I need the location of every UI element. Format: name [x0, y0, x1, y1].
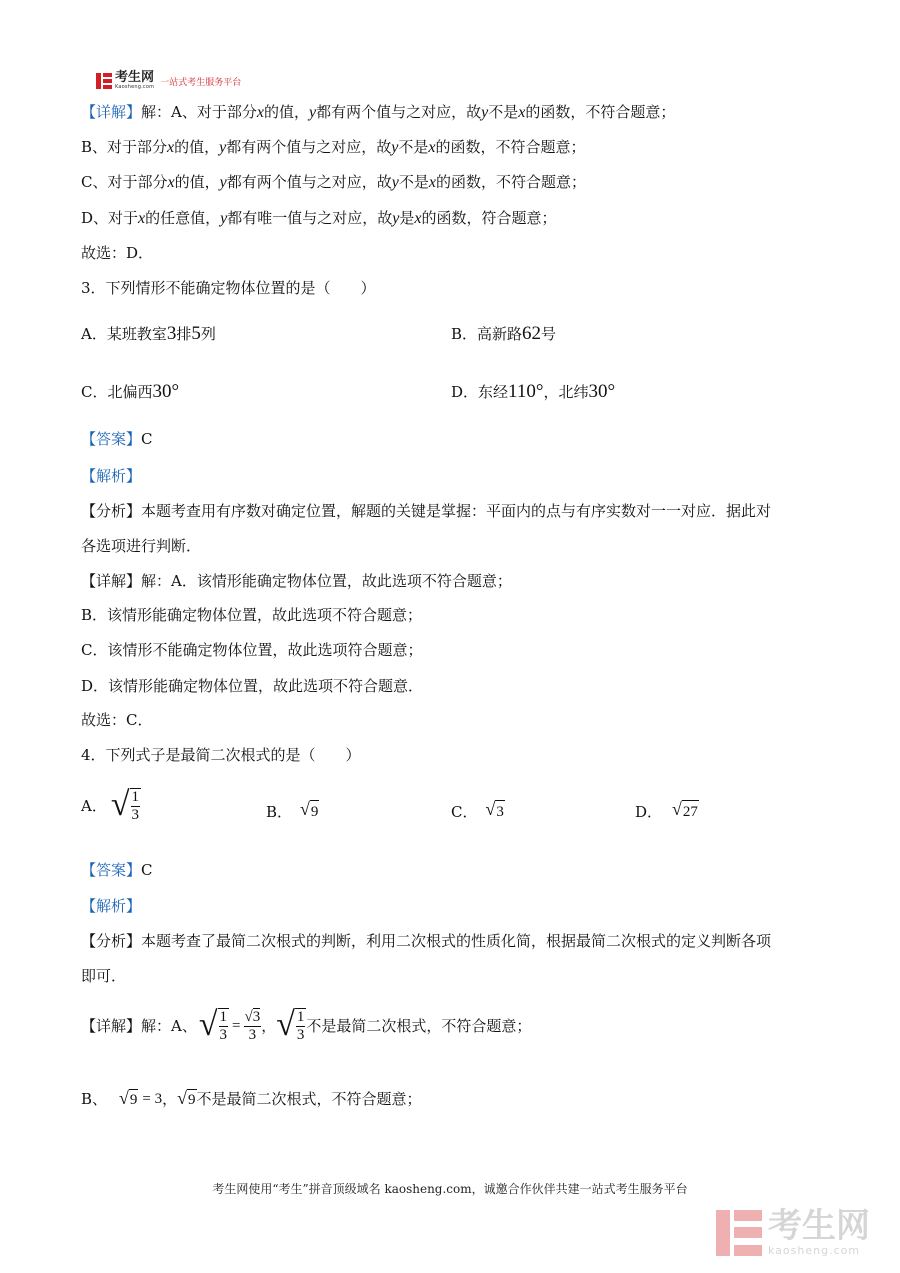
text: 的任意值，	[145, 209, 221, 227]
detail-tag: 【详解】	[81, 572, 142, 590]
text: 不是最简二次根式，不符合题意；	[306, 1017, 532, 1035]
var-x: x	[428, 139, 436, 156]
sqrt	[300, 800, 319, 823]
detail-tag: 【详解】	[81, 1017, 142, 1035]
numerator: 1	[131, 789, 140, 805]
text: ，北纬	[543, 383, 589, 401]
answer-tag: 【答案】	[81, 430, 142, 448]
logo-sub: Kaosheng.com	[115, 84, 155, 90]
q4-option-b	[266, 800, 319, 823]
text: 解：A、	[141, 1017, 197, 1035]
q3-choice: 故选：C．	[81, 711, 153, 729]
var-x: x	[428, 174, 436, 191]
q4-detail-b	[81, 1086, 422, 1112]
logo-slogan: 一站式考生服务平台	[160, 77, 242, 88]
radicand	[218, 1008, 230, 1044]
q3-option-b	[451, 323, 556, 345]
page-footer: 考生网使用“考生”拼音顶级域名 kaosheng.com，诚邀合作伙伴共建一站式考生服务平台	[212, 1182, 688, 1196]
fraction	[131, 789, 141, 824]
watermark-logo-icon	[716, 1210, 762, 1256]
text: 都有唯一值与之对应，故	[227, 209, 393, 227]
number: 30°	[152, 381, 180, 402]
radicand	[295, 1008, 307, 1044]
text: C、对于部分	[81, 173, 168, 191]
text: 解：A．该情形能确定物体位置，故此选项不符合题意；	[141, 572, 512, 590]
text: 号	[541, 325, 557, 343]
sqrt	[119, 1089, 138, 1110]
var-y: y	[308, 104, 317, 121]
watermark-brand: 考生网	[768, 1206, 870, 1246]
q4-stem: 4．下列式子是最简二次根式的是（ ）	[81, 746, 361, 764]
radical-icon: √	[119, 1087, 129, 1108]
q4-analysis-tag	[81, 896, 141, 916]
text: 是	[399, 209, 415, 227]
text: ，	[261, 1017, 277, 1035]
q4-answer	[81, 860, 153, 880]
text: 的函数，符合题意；	[421, 209, 557, 227]
q3-option-a	[81, 323, 216, 345]
option-label: C．	[451, 802, 478, 821]
logo-brand: 考生网	[115, 70, 155, 85]
text: 北偏西	[107, 383, 153, 401]
fraction	[219, 1009, 229, 1044]
radicand: 3	[495, 800, 505, 823]
radicand	[130, 788, 142, 824]
text: B、对于部分	[81, 138, 168, 156]
sqrt	[177, 1089, 196, 1110]
text: 的值，	[174, 173, 220, 191]
text: 某班教室	[106, 325, 167, 343]
text: D、对于	[81, 209, 139, 227]
q2-detail-line-c	[81, 172, 586, 193]
option-label: D．	[635, 802, 663, 821]
analysis-tag: 【解析】	[81, 897, 142, 915]
var-y: y	[392, 210, 400, 227]
number: 62	[522, 323, 542, 344]
sqrt	[485, 800, 504, 823]
text: 本题考查用有序数对确定位置，解题的关键是掌握：平面内的点与有序实数对一一对应．据此对	[141, 502, 772, 520]
text: 不是	[488, 103, 519, 121]
watermark-sub: kaosheng.com	[768, 1244, 861, 1257]
text: 排	[176, 325, 192, 343]
q3-stem: 3．下列情形不能确定物体位置的是（ ）	[81, 279, 376, 297]
radical-icon: √	[276, 1006, 295, 1043]
header-logo	[96, 72, 241, 90]
q4-fenxi-line-1	[81, 931, 771, 951]
option-label: B．	[451, 325, 478, 343]
text: 解：A、对于部分	[141, 103, 257, 121]
text: 不是	[398, 173, 429, 191]
q3-detail-line-4: D．该情形能确定物体位置，故此选项不符合题意．	[81, 677, 424, 695]
q4-option-a	[81, 788, 141, 824]
var-x: x	[138, 210, 146, 227]
q3-detail-line-1	[81, 571, 512, 591]
var-y: y	[219, 139, 227, 156]
var-x: x	[256, 104, 264, 121]
denominator: 3	[296, 1027, 305, 1043]
radical-icon: √	[198, 1006, 218, 1043]
var-x: x	[167, 174, 175, 191]
var-y: y	[391, 174, 399, 191]
text: 都有两个值与之对应，故	[226, 173, 392, 191]
option-label: B．	[266, 802, 293, 821]
equals: = 3	[142, 1091, 163, 1107]
var-y: y	[481, 104, 489, 121]
var-x: x	[167, 139, 175, 156]
text: 的函数，不符合题意；	[525, 103, 676, 121]
q4-detail-a	[81, 1004, 531, 1048]
watermark	[716, 1208, 870, 1257]
sqrt-fraction	[199, 1008, 229, 1044]
radical-icon: √	[485, 799, 496, 819]
q3-answer	[81, 429, 153, 449]
radical-icon: √	[672, 799, 682, 819]
var-y: y	[220, 210, 228, 227]
option-label: A．	[81, 325, 107, 343]
text: 本题考查了最简二次根式的判断，利用二次根式的性质化简，根据最简二次根式的定义判断各项	[141, 932, 772, 950]
equals: =	[232, 1018, 241, 1034]
radicand: 27	[682, 800, 699, 823]
denominator: 3	[219, 1027, 228, 1043]
answer-value: C	[141, 430, 153, 448]
text: 东经	[478, 383, 509, 401]
logo-text	[115, 72, 154, 90]
var-x: x	[518, 104, 526, 121]
text: 不是最简二次根式，不符合题意；	[196, 1090, 422, 1108]
sqrt-fraction	[111, 788, 141, 824]
number: 30°	[588, 381, 616, 402]
radicand: 9	[129, 1089, 139, 1110]
radical-icon: √	[177, 1087, 188, 1108]
q3-fenxi-line-2: 各选项进行判断．	[81, 537, 202, 555]
radicand: 3	[252, 1008, 261, 1025]
q3-fenxi-line-1	[81, 501, 771, 521]
option-label: A．	[81, 797, 107, 815]
text: 列	[200, 325, 216, 343]
fraction	[244, 1009, 262, 1044]
number: 3	[166, 323, 177, 344]
q3-option-d	[451, 381, 615, 403]
text: 都有两个值与之对应，故	[226, 138, 392, 156]
numerator	[244, 1009, 262, 1027]
text: 的函数，不符合题意；	[435, 138, 586, 156]
text: 高新路	[477, 325, 523, 343]
radical-icon: √	[300, 799, 310, 819]
text: 都有两个值与之对应，故	[316, 103, 482, 121]
text: 不是	[398, 138, 429, 156]
q2-detail-line-b	[81, 137, 586, 158]
option-label: C．	[81, 383, 108, 401]
q3-detail-line-3: C．该情形不能确定物体位置，故此选项符合题意；	[81, 641, 423, 659]
option-label: D．	[451, 383, 479, 401]
number: 5	[191, 323, 201, 344]
q4-option-c	[451, 800, 505, 823]
q2-detail-line-a	[81, 102, 675, 123]
fenxi-tag: 【分析】	[81, 932, 142, 950]
answer-value: C	[141, 861, 153, 879]
radicand: 9	[310, 800, 320, 823]
q3-option-c	[81, 381, 179, 403]
analysis-tag: 【解析】	[81, 467, 142, 485]
numerator: 1	[219, 1009, 228, 1025]
radical-icon: √	[110, 786, 130, 823]
watermark-text	[768, 1208, 870, 1257]
q4-option-d	[635, 800, 699, 823]
var-y: y	[391, 139, 399, 156]
sqrt	[672, 800, 699, 823]
text: B、	[81, 1090, 108, 1108]
q3-detail-line-2: B．该情形能确定物体位置，故此选项不符合题意；	[81, 606, 423, 624]
text: 的值，	[174, 138, 220, 156]
var-y: y	[219, 174, 227, 191]
fraction	[296, 1009, 306, 1044]
q2-choice: 故选：D．	[81, 244, 154, 262]
q4-fenxi-line-2: 即可．	[81, 967, 127, 985]
text: 的函数，不符合题意；	[435, 173, 586, 191]
q3-analysis-tag	[81, 466, 141, 486]
var-x: x	[414, 210, 422, 227]
text: 的值，	[263, 103, 309, 121]
fenxi-tag: 【分析】	[81, 502, 142, 520]
denominator: 3	[248, 1026, 257, 1043]
detail-tag: 【详解】	[81, 103, 142, 121]
logo-icon	[96, 73, 112, 89]
numerator: 1	[296, 1009, 305, 1025]
answer-tag: 【答案】	[81, 861, 142, 879]
radical-icon: √	[244, 1008, 253, 1025]
radicand: 9	[187, 1089, 197, 1110]
q2-detail-line-d	[81, 208, 557, 229]
number: 110°	[508, 381, 544, 402]
text: ，	[162, 1090, 178, 1108]
sqrt-fraction	[276, 1008, 306, 1044]
denominator: 3	[131, 807, 140, 823]
